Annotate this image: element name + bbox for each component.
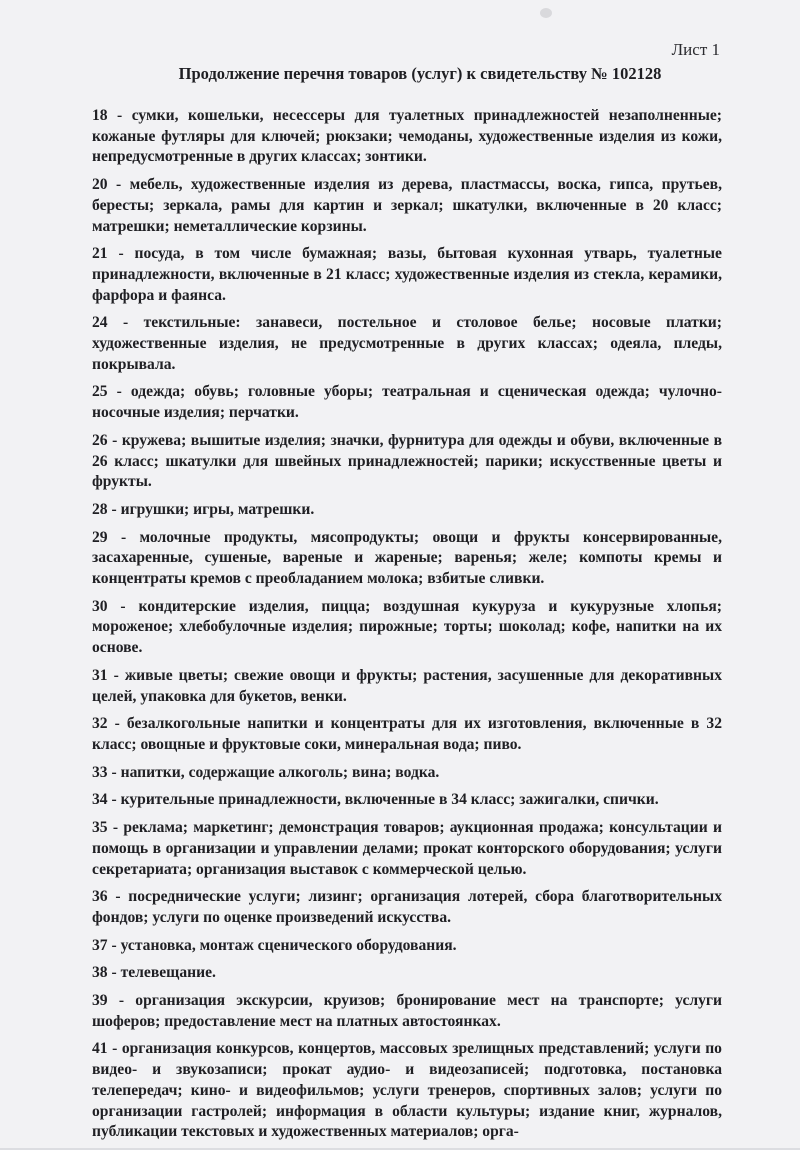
class-number: 38 [92,964,108,982]
class-entry: 41 - организация конкурсов, концертов, массовых зрелищных представлений; услуги по видео- и звукозаписи; прокат аудио- и видеозаписей; подготовка, постановка телепередач; кино- и видеофильмов; услуги тренеров, спортивных залов; услуги по организации гастролей; информация в области культуры; издание книг, журналов, публикации текстовых и художественных материалов; орга- [92,1040,722,1141]
class-entry: 31 - живые цветы; свежие овощи и фрукты; растения, засушенные для декоративных целей, упаковка для букетов, венки. [92,666,722,705]
class-entry: 35 - реклама; маркетинг; демонстрация товаров; аукционная продажа; консультации и помощь в организации и управлении делами; прокат конторского оборудования; услуги секретариата; организация выставок с коммерческой целью. [92,819,722,878]
class-goods-text: игрушки; игры, матрешки. [120,500,315,518]
class-number: 24 [92,314,108,332]
class-entry: 21 - посуда, в том числе бумажная; вазы, бытовая кухонная утварь, туалетные принадлежности, включенные в 21 класс; художественные изделия из стекла, керамики, фарфора и фаянса. [92,245,722,304]
class-number: 18 [92,107,108,124]
class-entry: 29 - молочные продукты, мясопродукты; овощи и фрукты консервированные, засахаренные, сушеные, вареные и жареные; варенья; желе; компоты кремы и концентраты кремов с преобладанием молока; взбитые сливки. [92,528,722,588]
class-number: 34 [92,791,108,809]
class-goods-text: установка, монтаж сценического оборудования. [120,936,457,954]
class-goods-text: одежда; обувь; головные уборы; театральная и сценическая одежда; чулочно-носочные изделия; перчатки. [92,383,722,422]
class-entry: 32 - безалкогольные напитки и концентраты для их изготовления, включенные в 32 класс; овощные и фруктовые соки, минеральная вода; пиво. [92,715,722,753]
class-number: 33 [92,763,108,781]
class-goods-text: кондитерские изделия, пицца; воздушная кукуруза и кукурузные хлопья; мороженое; хлебобулочные изделия; пирожные; торты; шоколад; кофе, напитки на их основе. [92,597,722,657]
class-number: 32 [92,715,108,733]
class-number: 26 [92,431,108,449]
class-number: 21 [92,245,108,263]
class-entry: 28 - игрушки; игры, матрешки. [92,500,315,518]
goods-services-list [92,106,722,1150]
class-entry: 25 - одежда; обувь; головные уборы; театральная и сценическая одежда; чулочно-носочные изделия; перчатки. [92,383,722,422]
class-goods-text: реклама; маркетинг; демонстрация товаров; аукционная продажа; консультации и помощь в организации и управлении делами; прокат конторского оборудования; услуги секретариата; организация выставок с коммерческой целью. [92,819,722,878]
page-title: Продолжение перечня товаров (услуг) к свидетельству № 102128 [178,64,662,83]
class-goods-text: безалкогольные напитки и концентраты для их изготовления, включенные в 32 класс; овощные и фруктовые соки, минеральная вода; пиво. [92,715,722,753]
class-goods-text: молочные продукты, мясопродукты; овощи и фрукты консервированные, засахаренные, сушеные, вареные и жареные; варенья; желе; компоты кремы и концентраты кремов с преобладанием молока; взбитые сливки. [92,528,722,588]
class-number: 37 [92,936,108,954]
class-goods-text: живые цветы; свежие овощи и фрукты; растения, засушенные для декоративных целей, упаковка для букетов, венки. [92,666,722,705]
class-number: 39 [92,992,108,1010]
class-goods-text: организация конкурсов, концертов, массовых зрелищных представлений; услуги по видео- и звукозаписи; прокат аудио- и видеозаписей; подготовка, постановка телепередач; кино- и видеофильмов; услуги тренеров, спортивных залов; услуги по организации гастролей; информация в области культуры; издание книг, журналов, публикации текстовых и художественных материалов; орга- [92,1040,722,1141]
class-goods-text: мебель, художественные изделия из дерева, пластмассы, воска, гипса, прутьев, бересты; зеркала, рамы для картин и зеркал; шкатулки, включенные в 20 класс; матрешки; неметаллические корзины. [92,176,722,235]
scan-artifact [540,8,552,18]
class-number: 28 [92,500,108,518]
class-goods-text: телевещание. [120,964,216,982]
class-goods-text: напитки, содержащие алкоголь; вина; водка. [120,763,440,781]
class-entry: 36 - посреднические услуги; лизинг; организация лотерей, сбора благотворительных фондов; услуги по оценке произведений искусства. [92,888,722,926]
class-goods-text: сумки, кошельки, несессеры для туалетных принадлежностей незаполненные; кожаные футляры для ключей; рюкзаки; чемоданы, художественные изделия из кожи, непредусмотренные в других классах; зонтики. [92,107,723,166]
class-number: 20 [92,176,108,194]
class-entry: 39 - организация экскурсии, круизов; бронирование мест на транспорте; услуги шоферов; предоставление мест на платных автостоянках. [92,992,723,1030]
class-number: 30 [92,597,108,615]
class-goods-text: текстильные: занавеси, постельное и столовое белье; носовые платки; художественные изделия, не предусмотренные в других классах; одеяла, пледы, покрывала. [92,314,722,373]
class-entry: 33 - напитки, содержащие алкоголь; вина; водка. [92,763,440,781]
class-number: 35 [92,819,108,837]
class-goods-text: посуда, в том числе бумажная; вазы, бытовая кухонная утварь, туалетные принадлежности, включенные в 21 класс; художественные изделия из стекла, керамики, фарфора и фаянса. [92,245,722,304]
class-goods-text: организация экскурсии, круизов; бронирование мест на транспорте; услуги шоферов; предоставление мест на платных автостоянках. [92,992,723,1030]
class-entry: 24 - текстильные: занавеси, постельное и столовое белье; носовые платки; художественные изделия, не предусмотренные в других классах; одеяла, пледы, покрывала. [92,314,722,373]
class-number: 31 [92,666,108,684]
class-entry: 18 - сумки, кошельки, несессеры для туалетных принадлежностей незаполненные; кожаные футляры для ключей; рюкзаки; чемоданы, художественные изделия из кожи, непредусмотренные в других классах; зонтики. [92,107,723,166]
class-entry: 37 - установка, монтаж сценического оборудования. [92,936,457,954]
class-number: 36 [92,888,108,906]
class-number: 25 [92,383,108,401]
sheet-number: Лист 1 [671,40,720,59]
class-entry: 20 - мебель, художественные изделия из дерева, пластмассы, воска, гипса, прутьев, бересты; зеркала, рамы для картин и зеркал; шкатулки, включенные в 20 класс; матрешки; неметаллические корзины. [92,176,722,235]
class-entry: 26 - кружева; вышитые изделия; значки, фурнитура для одежды и обуви, включенные в 26 класс; шкатулки для швейных принадлежностей; парики; искусственные цветы и фрукты. [92,431,722,491]
class-entry: 34 - курительные принадлежности, включенные в 34 класс; зажигалки, спички. [92,791,659,809]
class-goods-text: кружева; вышитые изделия; значки, фурнитура для одежды и обуви, включенные в 26 класс; шкатулки для швейных принадлежностей; парики; искусственные цветы и фрукты. [92,431,722,491]
class-goods-text: курительные принадлежности, включенные в 34 класс; зажигалки, спички. [120,791,659,809]
class-number: 29 [92,528,108,546]
class-entry: 38 - телевещание. [92,964,216,982]
class-entry: 30 - кондитерские изделия, пицца; воздушная кукуруза и кукурузные хлопья; мороженое; хлебобулочные изделия; пирожные; торты; шоколад; кофе, напитки на их основе. [92,597,722,657]
class-goods-text: посреднические услуги; лизинг; организация лотерей, сбора благотворительных фондов; услуги по оценке произведений искусства. [92,888,722,926]
class-number: 41 [92,1040,108,1058]
